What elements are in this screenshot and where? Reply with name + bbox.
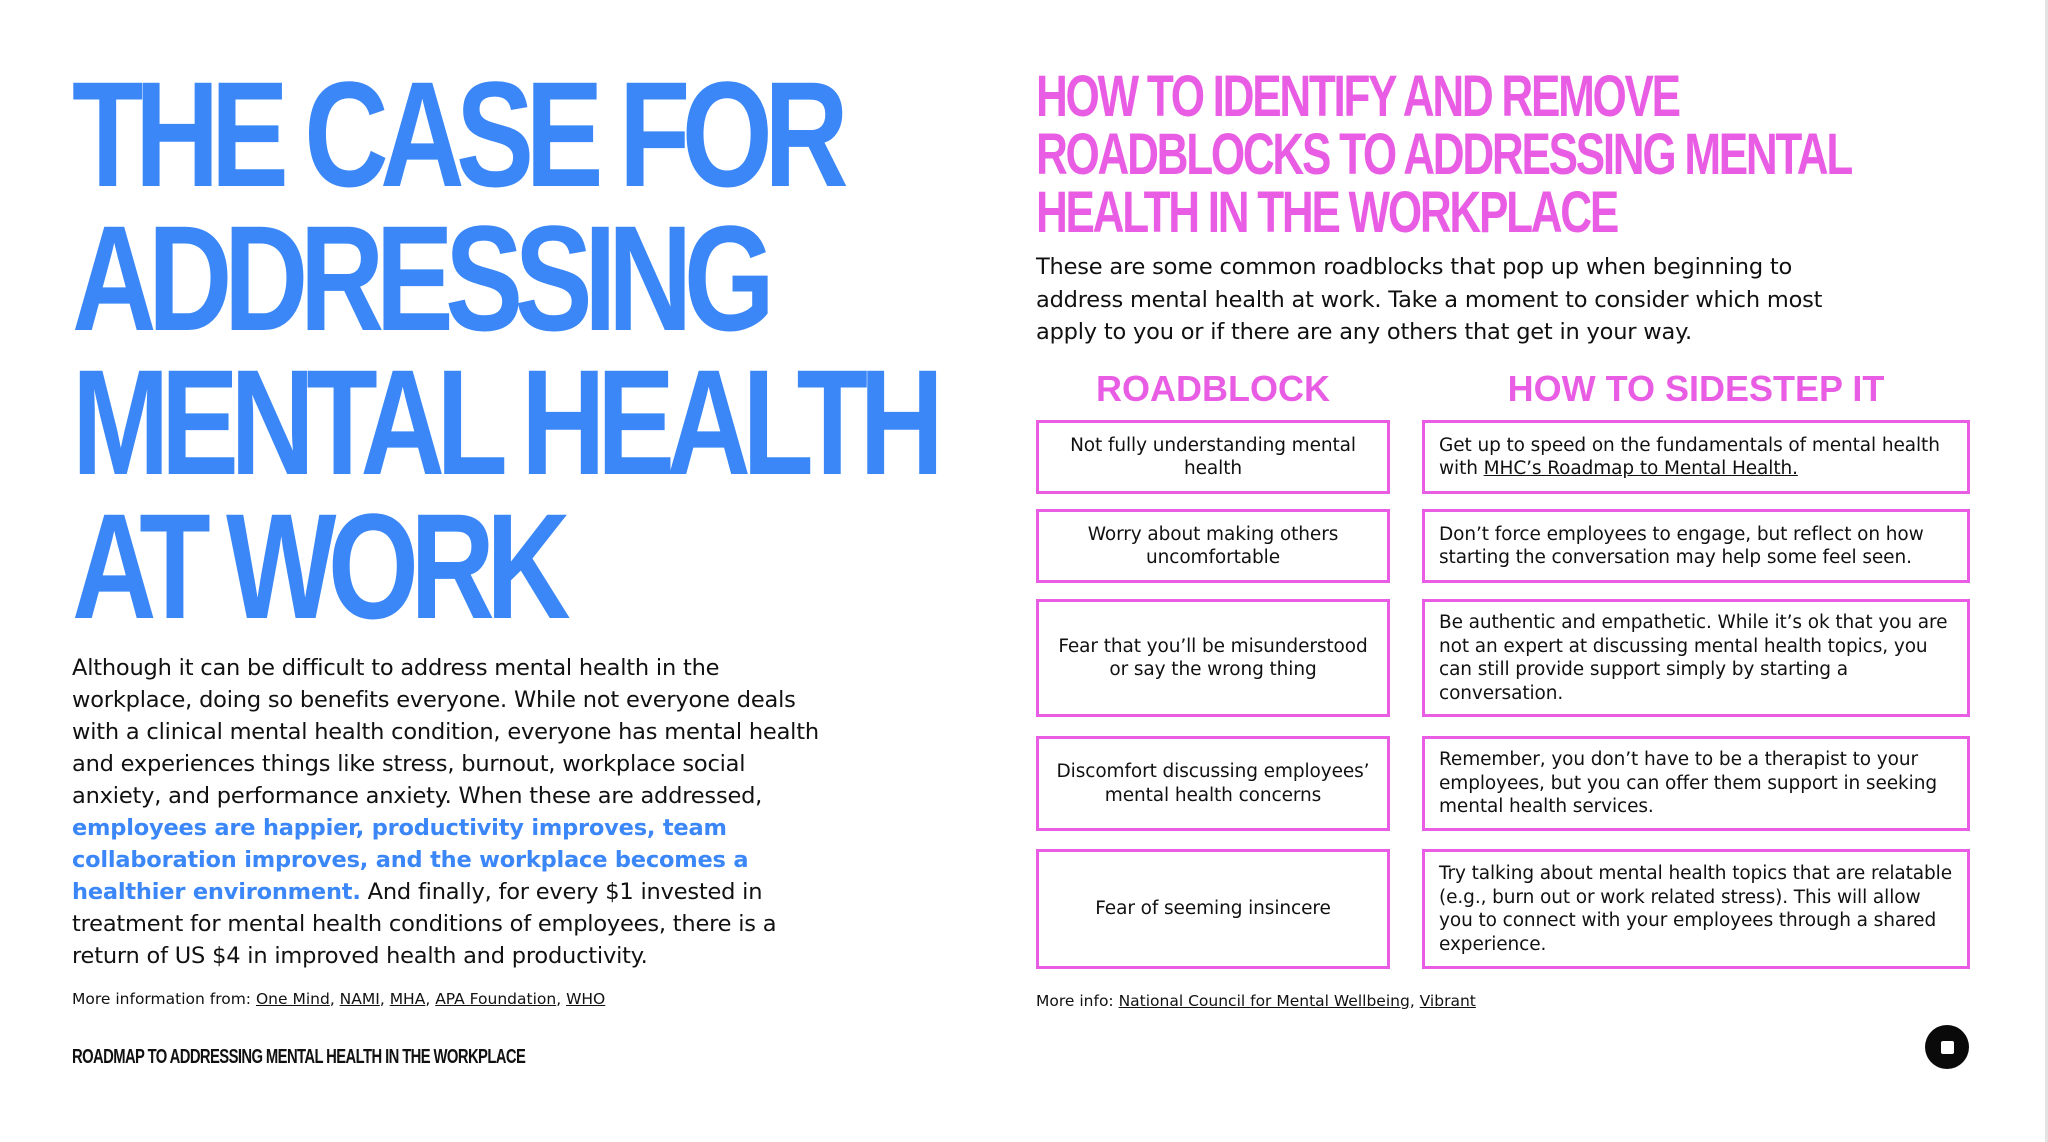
roadblock-text: Fear that you’ll be misunderstood or say the wrong thing (1058, 635, 1368, 680)
source-link-who[interactable]: WHO (566, 990, 606, 1008)
source-link-mha[interactable]: MHA (389, 990, 426, 1008)
column-header-sidestep: HOW TO SIDESTEP IT (1507, 368, 1885, 409)
heading-line: ROADBLOCKS TO ADDRESSING MENTAL (1036, 122, 1852, 187)
roadblock-text: Worry about making others uncomfortable (1087, 523, 1339, 568)
intro-highlight: employees are happier, productivity improves, team collaboration improves, and the workplace becomes a healthier environment. (72, 815, 749, 905)
solution-text: Don’t force employees to engage, but reflect on how starting the conversation may help some feel seen. (1439, 523, 1924, 568)
roadblock-cell (1036, 420, 1390, 494)
solution-text: Be authentic and empathetic. While it’s ok that you are not an expert at discussing mental health topics, you can still provide support simply by starting a conversation. (1439, 612, 1948, 704)
title-line: MENTAL HEALTH (72, 338, 936, 506)
sources-line (72, 990, 605, 1008)
solution-cell (1422, 420, 1970, 494)
solution-text-before: Get up to speed on the fundamentals of mental health with (1439, 434, 1940, 479)
roadblock-text: Fear of seeming insincere (1095, 898, 1331, 920)
section-heading (1036, 64, 1852, 245)
separator: , (1409, 992, 1420, 1010)
column-header-roadblock: ROADBLOCK (1096, 368, 1330, 409)
title-line: AT WORK (72, 482, 563, 650)
section-intro: These are some common roadblocks that pop up when beginning to address mental health at work. Take a moment to consider which most apply to you or if there are any others that get in your way. (1036, 254, 1823, 345)
footer-title: ROADMAP TO ADDRESSING MENTAL HEALTH IN THE WORKPLACE (72, 1046, 526, 1068)
separator: , (425, 990, 436, 1008)
roadblock-cell (1036, 599, 1390, 717)
heading-line: HEALTH IN THE WORKPLACE (1036, 180, 1617, 245)
more-info-label: More info: (1036, 992, 1119, 1010)
solution-cell (1422, 599, 1970, 717)
solution-cell (1422, 736, 1970, 831)
more-info-line (1036, 992, 1476, 1010)
source-link-apa-foundation[interactable]: APA Foundation (435, 990, 557, 1008)
more-info-link-vibrant[interactable]: Vibrant (1419, 992, 1476, 1010)
separator: , (379, 990, 390, 1008)
source-link-nami[interactable]: NAMI (339, 990, 380, 1008)
solution-text: Remember, you don’t have to be a therapist to your employees, but you can offer them support in seeking mental health services. (1439, 749, 1937, 818)
separator: , (556, 990, 567, 1008)
stop-button[interactable] (1925, 1025, 1969, 1069)
roadblock-text: Discomfort discussing employees’ mental health concerns (1056, 761, 1370, 806)
intro-paragraph (72, 652, 832, 972)
roadblock-text: Not fully understanding mental health (1070, 434, 1356, 479)
roadblock-cell (1036, 849, 1390, 969)
heading-line: HOW TO IDENTIFY AND REMOVE (1036, 64, 1679, 129)
more-info-link-national-council[interactable]: National Council for Mental Wellbeing (1118, 992, 1410, 1010)
solution-cell (1422, 849, 1970, 969)
roadblock-cell (1036, 736, 1390, 831)
roadblock-cell (1036, 509, 1390, 583)
source-link-one-mind[interactable]: One Mind (255, 990, 330, 1008)
solution-cell (1422, 509, 1970, 583)
roadmap-link[interactable]: MHC’s Roadmap to Mental Health. (1483, 458, 1798, 479)
title-line: ADDRESSING (72, 194, 767, 362)
sources-label: More information from: (72, 990, 256, 1008)
separator: , (329, 990, 340, 1008)
solution-text: Try talking about mental health topics that are relatable (e.g., burn out or work related stress). This will allow you to connect with your employees through a shared experience. (1439, 863, 1952, 955)
solution-text (1439, 434, 1953, 481)
intro-text-before: Although it can be difficult to address mental health in the workplace, doing so benefits everyone. While not everyone deals with a clinical mental health condition, everyone has mental health and experiences things like stress, burnout, workplace social anxiety, and performance anxiety. When these are addressed, (72, 655, 819, 809)
stop-square-icon (1941, 1041, 1954, 1054)
intro-text-after: And finally, for every $1 invested in treatment for mental health conditions of employees, there is a return of US $4 in improved health and productivity. (72, 879, 777, 969)
title-line: THE CASE FOR (72, 50, 841, 218)
page-title (72, 50, 936, 650)
